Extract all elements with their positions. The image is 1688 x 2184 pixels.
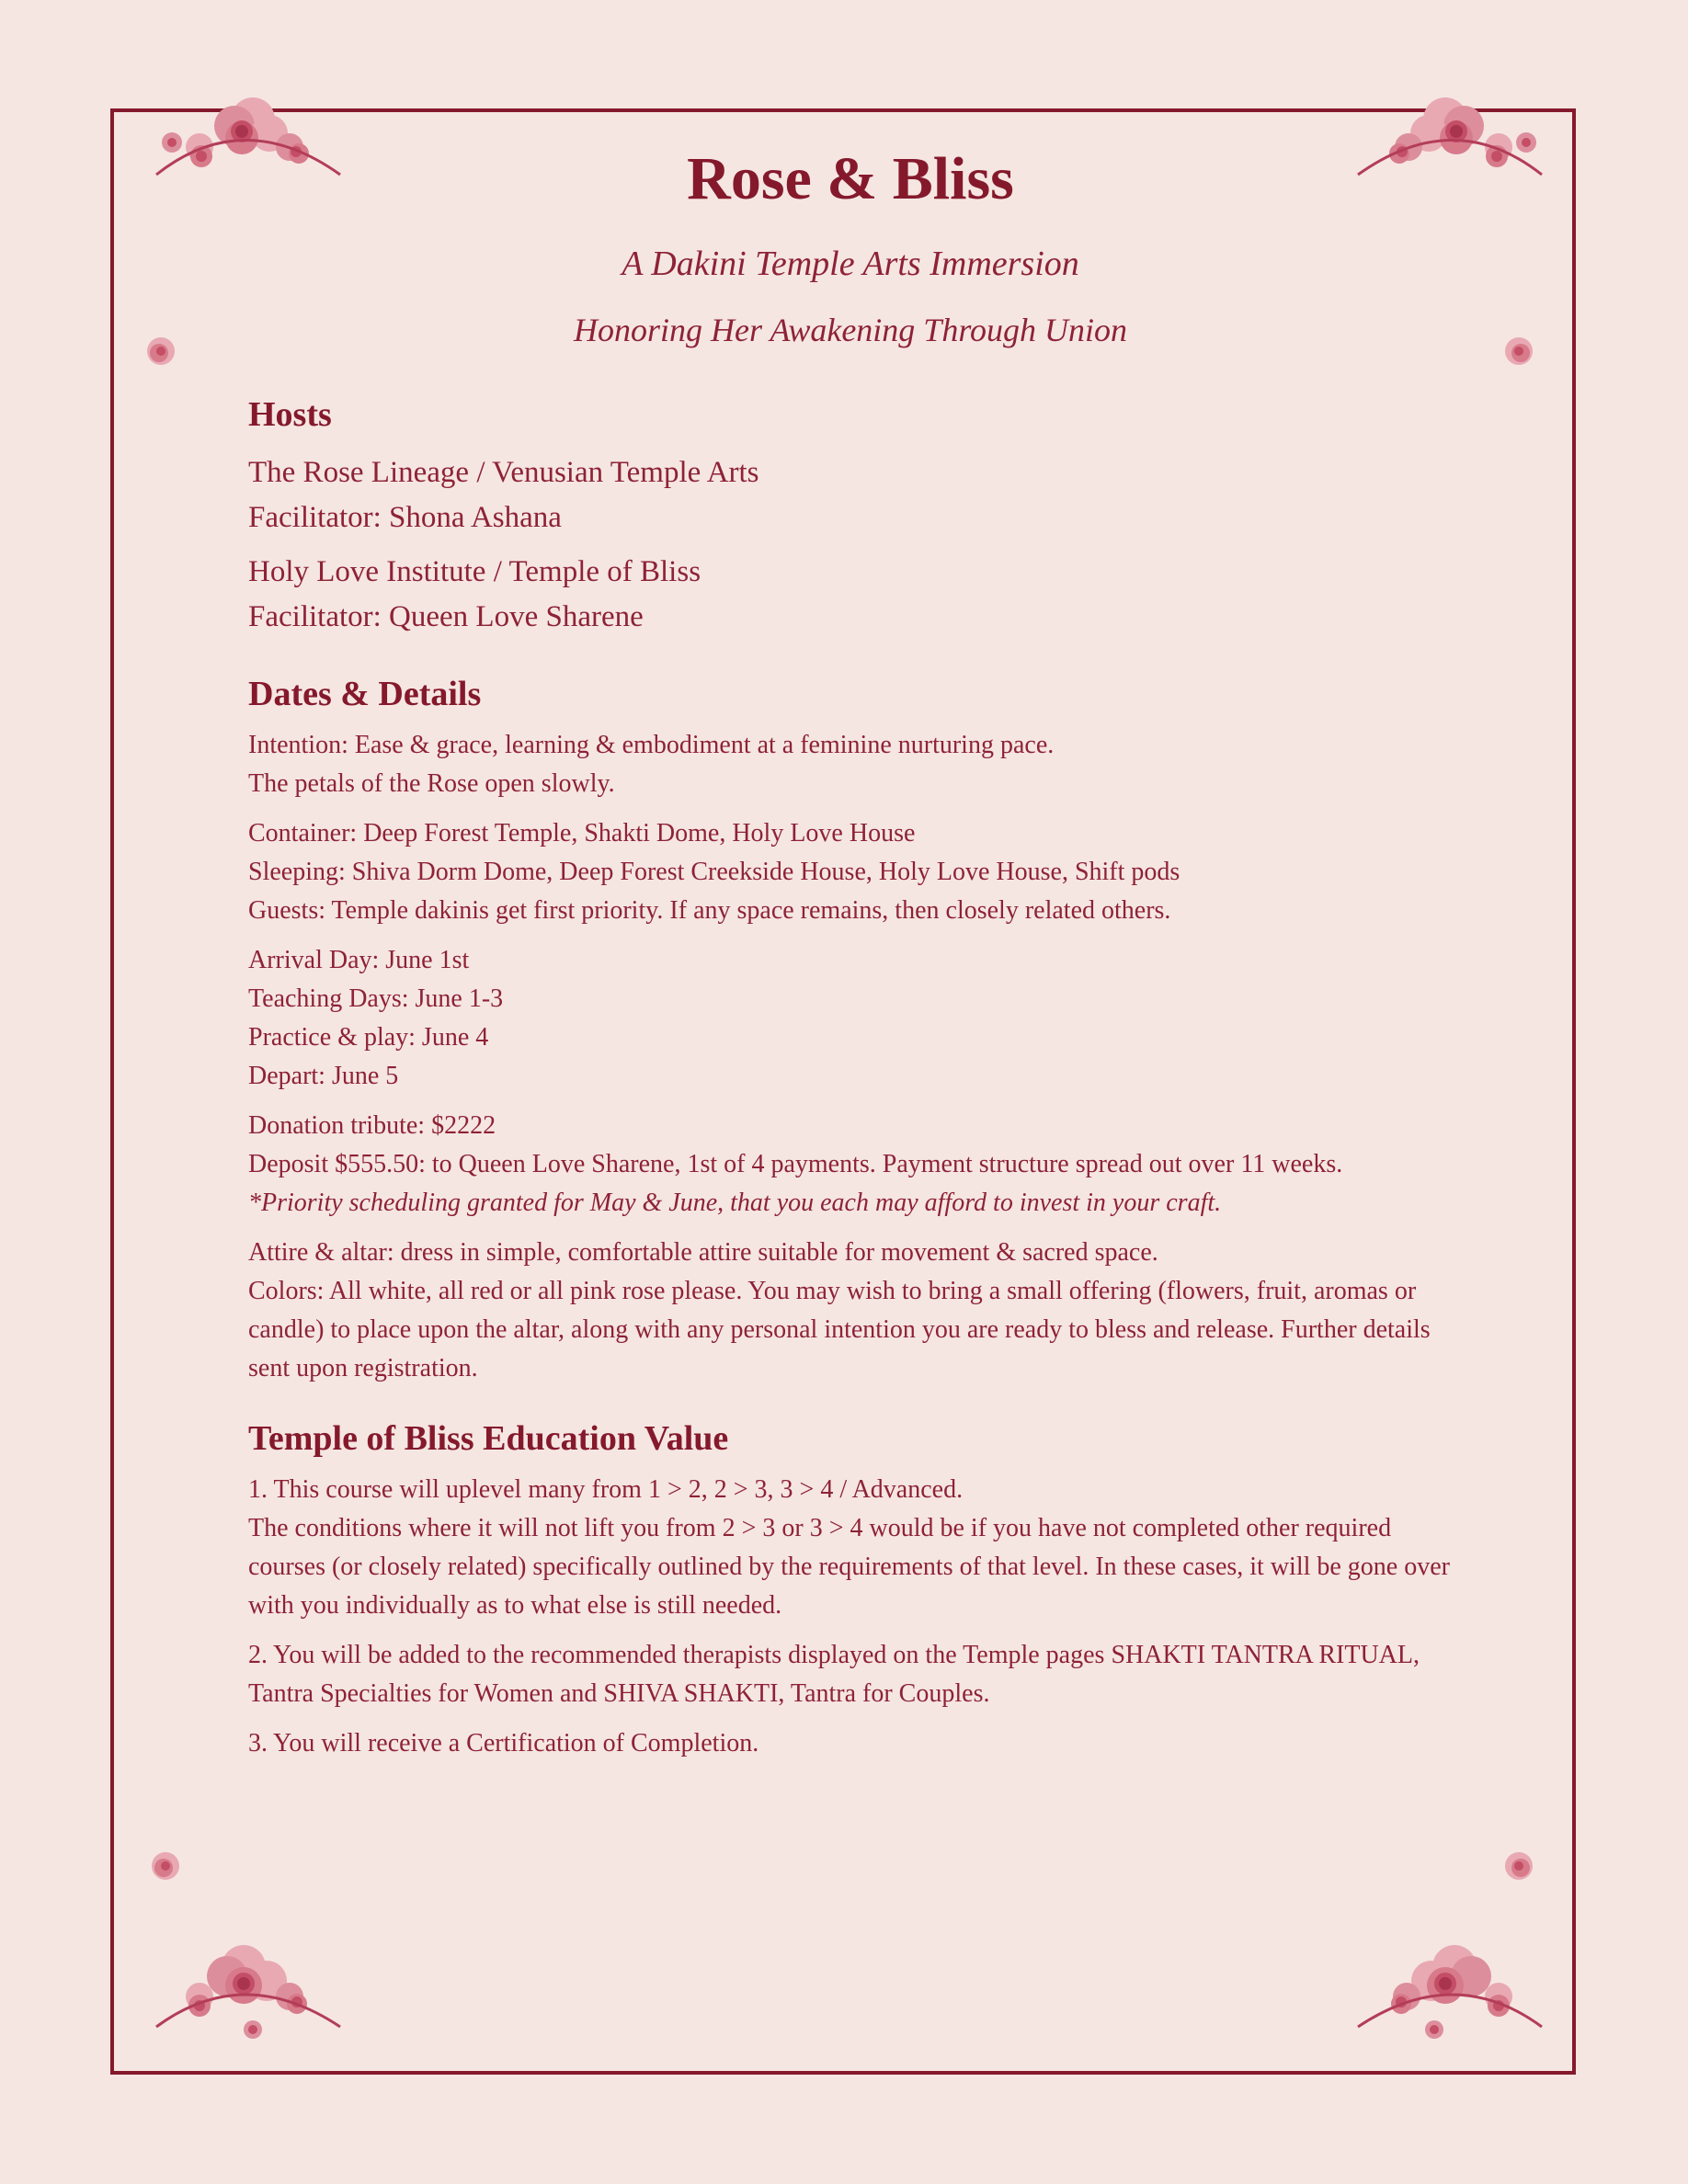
deposit-text: Deposit $555.50: to Queen Love Sharene, 1st of 4 payments. Payment structure spread out over 11 weeks. bbox=[248, 1150, 1343, 1178]
flyer-content bbox=[248, 138, 1453, 1763]
guests-text: Guests: Temple dakinis get first priority. If any space remains, then closely related others. bbox=[248, 896, 1171, 925]
host-facilitator: Facilitator: Queen Love Sharene bbox=[248, 600, 644, 633]
rose-bud-icon bbox=[1500, 333, 1537, 370]
education-heading: Temple of Bliss Education Value bbox=[248, 1419, 729, 1458]
rose-cluster-icon bbox=[1353, 1939, 1546, 2041]
arrival-text: Arrival Day: June 1st bbox=[248, 946, 470, 974]
host-organization: Holy Love Institute / Temple of Bliss bbox=[248, 555, 701, 588]
education-item-3: 3. You will receive a Certification of Completion. bbox=[248, 1729, 759, 1757]
education-item-1 bbox=[248, 1471, 1453, 1625]
intention-text: The petals of the Rose open slowly. bbox=[248, 769, 615, 798]
tagline: Honoring Her Awakening Through Union bbox=[573, 312, 1127, 348]
intention-paragraph bbox=[248, 726, 1453, 803]
host-block-rose-lineage bbox=[248, 450, 1453, 540]
depart-text: Depart: June 5 bbox=[248, 1062, 399, 1090]
host-block-holy-love bbox=[248, 550, 1453, 640]
rose-bud-icon bbox=[1500, 1848, 1537, 1884]
page-title: Rose & Bliss bbox=[687, 145, 1014, 212]
education-item-text: The conditions where it will not lift you from 2 > 3 or 3 > 4 would be if you have not completed other required courses (or closely related) specifically outlined by the requirements of that level. In these cases, it will be gone over with you individually as to what else is still needed. bbox=[248, 1514, 1450, 1620]
logistics-paragraph bbox=[248, 814, 1453, 930]
intention-text: Intention: Ease & grace, learning & embodiment at a feminine nurturing pace. bbox=[248, 731, 1055, 759]
colors-text: Colors: All white, all red or all pink rose please. You may wish to bring a small offering (flowers, fruit, aromas or candle) to place upon the altar, along with any personal intention you are ready to bless and release. Further details sent upon registration. bbox=[248, 1277, 1431, 1382]
rose-cluster-icon bbox=[152, 1939, 345, 2041]
rose-bud-icon bbox=[147, 1848, 184, 1884]
container-text: Container: Deep Forest Temple, Shakti Dome, Holy Love House bbox=[248, 819, 916, 847]
practice-text: Practice & play: June 4 bbox=[248, 1023, 489, 1052]
teaching-text: Teaching Days: June 1-3 bbox=[248, 984, 504, 1013]
education-item-2: 2. You will be added to the recommended therapists displayed on the Temple pages SHAKTI TANTRA RITUAL, Tantra Specialties for Women and SHIVA SHAKTI, Tantra for Couples. bbox=[248, 1641, 1420, 1708]
priority-note: *Priority scheduling granted for May & June, that you each may afford to invest in your craft. bbox=[248, 1189, 1222, 1217]
attire-text: Attire & altar: dress in simple, comfortable attire suitable for movement & sacred space. bbox=[248, 1238, 1158, 1267]
rose-bud-icon bbox=[143, 333, 179, 370]
hosts-heading: Hosts bbox=[248, 395, 332, 434]
education-item-text: 1. This course will uplevel many from 1 > 2, 2 > 3, 3 > 4 / Advanced. bbox=[248, 1475, 964, 1504]
subtitle: A Dakini Temple Arts Immersion bbox=[622, 245, 1079, 283]
payment-paragraph bbox=[248, 1107, 1453, 1223]
dates-details-heading: Dates & Details bbox=[248, 675, 482, 713]
host-organization: The Rose Lineage / Venusian Temple Arts bbox=[248, 456, 759, 489]
schedule-paragraph bbox=[248, 941, 1453, 1096]
donation-text: Donation tribute: $2222 bbox=[248, 1111, 496, 1140]
host-facilitator: Facilitator: Shona Ashana bbox=[248, 501, 562, 534]
sleeping-text: Sleeping: Shiva Dorm Dome, Deep Forest Creekside House, Holy Love House, Shift pods bbox=[248, 858, 1180, 886]
attire-paragraph bbox=[248, 1234, 1453, 1388]
